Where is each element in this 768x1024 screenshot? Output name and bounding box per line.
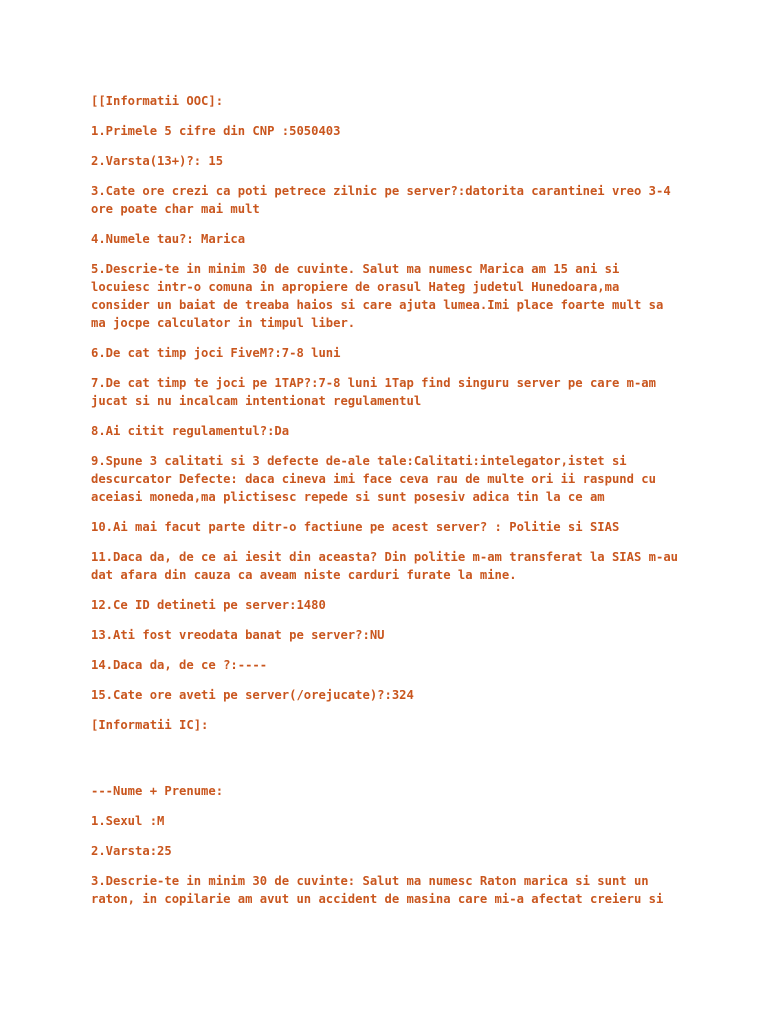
- ic-name-line: ---Nume + Prenume:: [91, 784, 224, 798]
- ooc-item-2: 2.Varsta(13+)?: 15: [91, 154, 224, 168]
- ooc-item-4: 4.Numele tau?: Marica: [91, 232, 246, 246]
- ooc-item-6: 6.De cat timp joci FiveM?:7-8 luni: [91, 346, 341, 360]
- ooc-item-8: 8.Ai citit regulamentul?:Da: [91, 424, 290, 438]
- ic-header: [Informatii IC]:: [91, 718, 209, 732]
- ooc-item-13: 13.Ati fost vreodata banat pe server?:NU: [91, 628, 385, 642]
- ooc-item-11: 11.Daca da, de ce ai iesit din aceasta? Din politie m-am transferat la SIAS m-au dat afara din cauza ca aveam niste carduri furate la mine.: [91, 550, 678, 582]
- ooc-item-1: 1.Primele 5 cifre din CNP :5050403: [91, 124, 341, 138]
- ic-item-1: 1.Sexul :M: [91, 814, 165, 828]
- ooc-item-5: 5.Descrie-te in minim 30 de cuvinte. Salut ma numesc Marica am 15 ani si locuiesc intr-o comuna in apropiere de orasul Hateg judetul Hunedoara,ma consider un baiat de treaba haios si care ajuta lumea.Imi place foarte mult sa ma jocpe calculator in timpul liber.: [91, 262, 664, 330]
- ic-item-2: 2.Varsta:25: [91, 844, 172, 858]
- ooc-item-15: 15.Cate ore aveti pe server(/orejucate)?:324: [91, 688, 414, 702]
- ooc-header: [[Informatii OOC]:: [91, 94, 224, 108]
- ooc-item-7: 7.De cat timp te joci pe 1TAP?:7-8 luni 1Tap find singuru server pe care m-am jucat si nu incalcam intentionat regulamentul: [91, 376, 656, 408]
- ooc-item-12: 12.Ce ID detineti pe server:1480: [91, 598, 326, 612]
- ooc-item-10: 10.Ai mai facut parte ditr-o factiune pe acest server? : Politie si SIAS: [91, 520, 620, 534]
- ic-item-3: 3.Descrie-te in minim 30 de cuvinte: Salut ma numesc Raton marica si sunt un raton, in copilarie am avut un accident de masina care mi-a afectat creieru si: [91, 874, 664, 906]
- ooc-item-3: 3.Cate ore crezi ca poti petrece zilnic pe server?:datorita carantinei vreo 3-4 ore poate char mai mult: [91, 184, 671, 216]
- ooc-item-9: 9.Spune 3 calitati si 3 defecte de-ale tale:Calitati:intelegator,istet si descurcator Defecte: daca cineva imi face ceva rau de multe ori ii raspund cu aceiasi moneda,ma plictisesc repede si sunt posesiv adica tin la ce am: [91, 454, 656, 504]
- document-body: [91, 92, 681, 920]
- section-spacer: [91, 746, 681, 782]
- ooc-item-14: 14.Daca da, de ce ?:----: [91, 658, 268, 672]
